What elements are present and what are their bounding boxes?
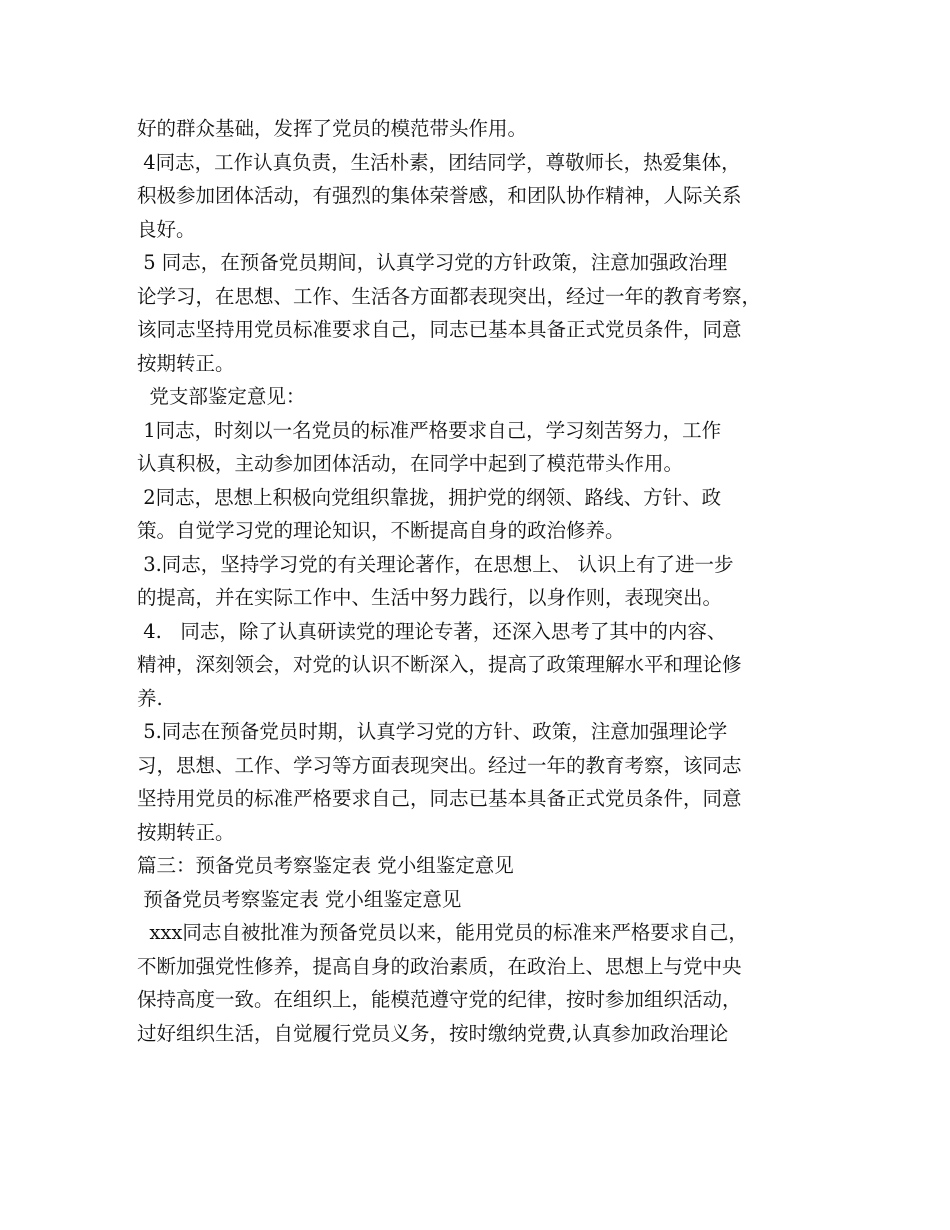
text-line: 习，思想、工作、学习等方面表现突出。经过一年的教育考察，该同志 xyxy=(137,753,742,777)
text-line: 良好。 xyxy=(137,217,196,241)
text-line: 不断加强党性修养，提高自身的政治素质，在政治上、思想上与党中央 xyxy=(137,954,742,978)
text-line: 积极参加团体活动，有强烈的集体荣誉感，和团队协作精神，人际关系 xyxy=(137,184,742,207)
text-line: 4. 同志，除了认真研读党的理论专著，还深入思考了其中的内容、 xyxy=(137,619,727,643)
text-line: 该同志坚持用党员标准要求自己，同志已基本具备正式党员条件，同意 xyxy=(137,318,742,341)
text-line: 的提高，并在实际工作中、生活中努力践行，以身作则，表现突出。 xyxy=(137,586,723,609)
text-line: 4同志，工作认真负责，生活朴素，团结同学，尊敬师长，热爱集体， xyxy=(137,150,741,174)
text-line: 1同志，时刻以一名党员的标准严格要求自己，学习刻苦努力，工作 xyxy=(137,418,722,442)
document-body xyxy=(137,112,837,1050)
text-line: 精神，深刻领会，对党的认识不断深入，提高了政策理解水平和理论修 xyxy=(137,653,742,676)
text-line: 按期转正。 xyxy=(137,351,235,375)
text-line: 5.同志在预备党员时期，认真学习党的方针、政策，注意加强理论学 xyxy=(137,720,728,743)
text-line: 论学习，在思想、工作、生活各方面都表现突出，经过一年的教育考察， xyxy=(137,284,762,308)
text-line: 坚持用党员的标准严格要求自己，同志已基本具备正式党员条件，同意 xyxy=(137,787,742,810)
text-line: 2同志，思想上积极向党组织靠拢，拥护党的纲领、路线、方针、政 xyxy=(137,485,722,509)
text-line: xxx同志自被批准为预备党员以来，能用党员的标准来严格要求自己， xyxy=(137,921,748,944)
text-line: 3.同志，坚持学习党的有关理论著作，在思想上、 认识上有了进一步 xyxy=(137,552,734,576)
text-line: 好的群众基础，发挥了党员的模范带头作用。 xyxy=(137,117,528,140)
text-line: 5 同志，在预备党员期间，认真学习党的方针政策，注意加强政治理 xyxy=(137,251,728,274)
section-heading: 预备党员考察鉴定表 党小组鉴定意见 xyxy=(137,887,462,911)
text-line: 保持高度一致。在组织上，能模范遵守党的纪律，按时参加组织活动， xyxy=(137,988,742,1011)
text-line: 按期转正。 xyxy=(137,820,235,844)
text-line: 过好组织生活，自觉履行党员义务，按时缴纳党费,认真参加政治理论 xyxy=(137,1021,729,1045)
text-line: 认真积极，主动参加团体活动，在同学中起到了模范带头作用。 xyxy=(137,452,684,475)
text-line: 策。自觉学习党的理论知识，不断提高自身的政治修养。 xyxy=(137,519,625,542)
chapter-heading: 篇三：预备党员考察鉴定表 党小组鉴定意见 xyxy=(137,854,514,877)
text-line: 养. xyxy=(137,686,163,710)
section-heading: 党支部鉴定意见： xyxy=(137,385,306,408)
